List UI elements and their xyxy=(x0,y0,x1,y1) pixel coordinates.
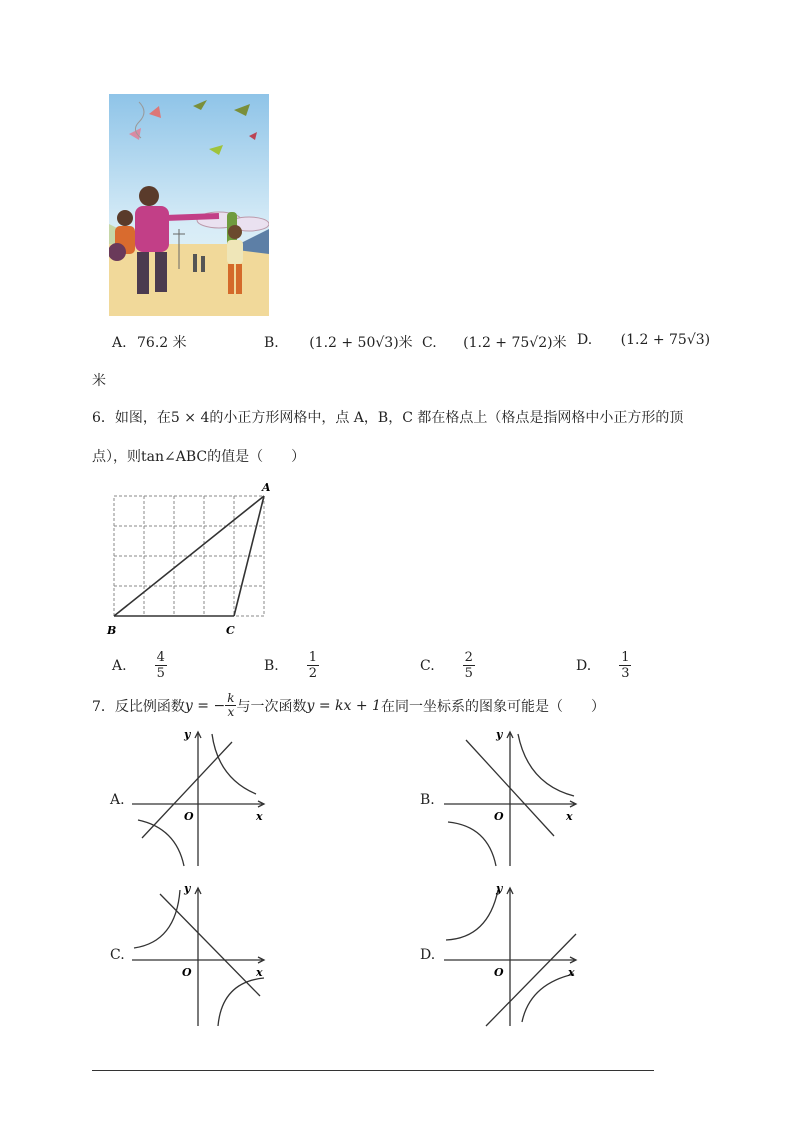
label-b: B xyxy=(107,624,117,637)
label-a: A xyxy=(262,481,271,494)
q6-option-c: C. $\frac{2}{5}$ xyxy=(420,650,473,681)
q5-option-a: A. 76.2 米 xyxy=(112,335,187,351)
q7-graph-c xyxy=(124,880,274,1030)
fraction: $\frac{1}{3}$ xyxy=(621,650,630,681)
q7-label-c: C. xyxy=(110,947,125,963)
q7-graph-a xyxy=(124,726,274,872)
q6-stem-line2: 点），则tan∠ABC的值是（ ） xyxy=(92,449,306,465)
fraction: $\frac{1}{2}$ xyxy=(308,650,318,681)
svg-text:O: O xyxy=(184,810,194,823)
svg-text:y: y xyxy=(496,882,503,895)
svg-text:O: O xyxy=(494,810,504,823)
q6-stem-line1: 6．如图，在5 × 4的小正方形网格中，点 A，B，C 都在格点上（格点是指网格中小正方形的顶 xyxy=(92,410,684,426)
q7-stem: 7．反比例函数 y = − $\frac{k}{x}$ 与一次函数 y = kx + 1 在同一坐标系的图象可能是（ ） xyxy=(92,691,605,719)
q6-option-b: B. $\frac{1}{2}$ xyxy=(264,650,318,681)
q7-graph-d xyxy=(436,880,586,1030)
fraction-k-over-x: $\frac{k}{x}$ xyxy=(227,691,235,719)
q7-label-d: D. xyxy=(420,947,436,963)
footer-rule xyxy=(92,1070,654,1071)
q5-option-d: D. (1.2 + 75√3) xyxy=(577,332,711,348)
fraction: $\frac{4}{5}$ xyxy=(156,650,165,681)
q6-option-d: D. $\frac{1}{3}$ xyxy=(576,650,630,681)
q5-continuation: 米 xyxy=(92,373,106,389)
q7-label-a: A. xyxy=(110,792,125,808)
q5-option-b: B. (1.2 + 50√3)米 xyxy=(264,335,413,351)
svg-text:O: O xyxy=(182,966,192,979)
svg-text:x: x xyxy=(256,810,263,823)
q6-grid-figure xyxy=(104,480,276,640)
svg-text:O: O xyxy=(494,966,504,979)
q5-option-c: C. (1.2 + 75√2)米 xyxy=(422,335,567,351)
q7-label-b: B. xyxy=(420,792,435,808)
svg-text:x: x xyxy=(256,966,263,979)
svg-text:x: x xyxy=(568,966,575,979)
q7-graph-b xyxy=(436,726,586,872)
kite-illustration xyxy=(109,94,269,316)
label-c: C xyxy=(226,624,235,637)
svg-text:x: x xyxy=(566,810,573,823)
svg-text:y: y xyxy=(184,728,191,741)
q6-option-a: A. $\frac{4}{5}$ xyxy=(112,650,165,681)
svg-text:y: y xyxy=(184,882,191,895)
fraction: $\frac{2}{5}$ xyxy=(464,650,473,681)
svg-text:y: y xyxy=(496,728,503,741)
